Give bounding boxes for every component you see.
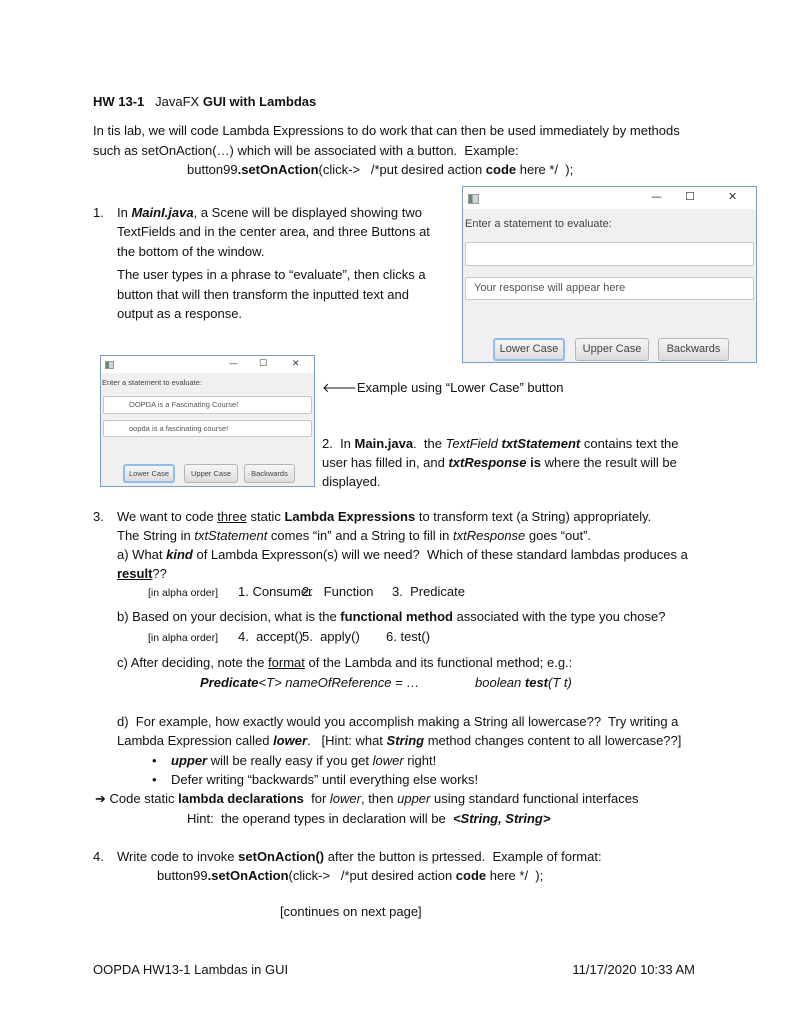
text-run: . the	[413, 436, 446, 451]
text-run: right!	[403, 753, 437, 768]
item-number: 4.	[93, 849, 104, 864]
text-run: txtResponse	[448, 455, 527, 470]
choice: 4. accept()	[238, 629, 304, 644]
text-run: In	[117, 205, 132, 220]
text-run: Write code to invoke	[117, 849, 239, 864]
item3-question-d	[117, 732, 681, 750]
text-run: button that will then transform the inputted text and	[117, 287, 409, 302]
close-icon[interactable]: ✕	[728, 190, 738, 203]
text-run: 2. In	[322, 436, 355, 451]
close-icon[interactable]: ✕	[292, 359, 300, 369]
javafx-window-small	[100, 355, 315, 487]
text-run: TextFields and in the center area, and three Buttons at	[117, 224, 430, 239]
text-run: lower	[329, 791, 361, 806]
format-example	[200, 674, 419, 692]
text-run: <String, String>	[452, 811, 551, 826]
text-run: three	[217, 509, 247, 524]
text-run: Hint: the operand types in declaration will be	[187, 811, 453, 826]
bullet-icon: •	[152, 772, 157, 787]
text-run: goes “out”.	[525, 528, 592, 543]
text-run: ➔ Code static	[95, 791, 179, 806]
alpha-order-label: [in alpha order]	[148, 632, 219, 644]
item1-text	[117, 286, 409, 304]
maximize-icon[interactable]: ☐	[685, 190, 695, 203]
item3-question-a	[117, 565, 167, 583]
text-run: comes “in” and a String to fill in	[267, 528, 454, 543]
response-field[interactable]: oopda is a fascinating course!	[103, 420, 312, 437]
text-run: will be really easy if you get	[207, 753, 373, 768]
code-example	[157, 867, 543, 885]
item1-text	[117, 223, 430, 241]
hint-line	[187, 810, 550, 828]
text-run: user has filled in, and	[322, 455, 449, 470]
item1-text	[117, 243, 264, 261]
upper-case-button[interactable]: Upper Case	[575, 338, 649, 361]
text-run: . [Hint: what	[307, 733, 387, 748]
app-icon	[105, 361, 114, 369]
text-run: JavaFX	[144, 94, 203, 109]
text-run: associated with the type you chose?	[452, 609, 666, 624]
text-run: <T> nameOfReference = …	[258, 675, 420, 690]
lower-case-button[interactable]: Lower Case	[123, 464, 175, 483]
text-run: such as setOnAction(…) which will be associated with a button. Example:	[93, 143, 519, 158]
intro-line	[93, 142, 519, 160]
title-bar	[463, 187, 756, 209]
statement-input[interactable]: OOPDA is a Fascinating Course!	[103, 396, 312, 414]
text-run: MainI.java	[131, 205, 194, 220]
text-run: after the button is prtessed. Example of format:	[324, 849, 602, 864]
text-run: txtResponse	[453, 528, 526, 543]
text-run: is	[526, 455, 541, 470]
text-run: lower	[372, 753, 404, 768]
bullet-item	[171, 771, 478, 789]
footer-left: OOPDA HW13-1 Lambdas in GUI	[93, 962, 289, 977]
response-field[interactable]: Your response will appear here	[465, 277, 754, 300]
text-run: ??	[152, 566, 167, 581]
text-run: contains text the	[580, 436, 679, 451]
text-run: using standard functional interfaces	[430, 791, 639, 806]
statement-label: Enter a statement to evaluate:	[102, 378, 203, 387]
item1-text	[117, 204, 422, 222]
backwards-button[interactable]: Backwards	[244, 464, 295, 483]
text-run: of Lambda Expresson(s) will we need? Which of these standard lambdas produces a	[192, 547, 688, 562]
item3-question-a	[117, 546, 688, 564]
text-run: to transform text (a String) appropriately.	[415, 509, 652, 524]
item1-text	[117, 305, 242, 323]
text-run: upper	[171, 753, 208, 768]
text-run: boolean	[475, 675, 525, 690]
text-run: displayed.	[322, 474, 381, 489]
text-run: txtStatement	[194, 528, 268, 543]
code-example	[187, 161, 573, 179]
alpha-order-label: [in alpha order]	[148, 587, 219, 599]
text-run: button99	[157, 868, 208, 883]
text-run: of the Lambda and its functional method; e.g.:	[304, 655, 573, 670]
text-run: c) After deciding, note the	[117, 655, 269, 670]
text-run: Example using “Lower Case” button	[356, 380, 564, 395]
text-run: test	[524, 675, 549, 690]
text-run: code	[455, 868, 487, 883]
text-run: HW 13-1	[93, 94, 145, 109]
text-run: (click-> /*put desired action	[288, 868, 456, 883]
text-run: here */ );	[486, 868, 544, 883]
item2-text	[322, 454, 677, 472]
text-run: In tis lab, we will code Lambda Expressions to do work that can then be used immediately by methods	[93, 123, 680, 138]
minimize-icon[interactable]: —	[229, 359, 238, 369]
footer-right: 11/17/2020 10:33 AM	[572, 962, 695, 977]
text-run: for	[303, 791, 330, 806]
text-run: The String in	[117, 528, 195, 543]
choice: 5. apply()	[302, 629, 360, 644]
text-run: .setOnAction	[237, 162, 319, 177]
upper-case-button[interactable]: Upper Case	[184, 464, 238, 483]
text-run: (T t)	[548, 675, 572, 690]
bullet-item	[171, 752, 436, 770]
text-run: Lambda Expression called	[117, 733, 274, 748]
text-run: String	[386, 733, 425, 748]
text-run: lower	[273, 733, 308, 748]
item3-text	[117, 527, 591, 545]
javafx-window-large	[462, 186, 757, 363]
text-run: The user types in a phrase to “evaluate”, then clicks a	[117, 267, 426, 282]
bullet-icon: •	[152, 753, 157, 768]
text-run: where the result will be	[540, 455, 677, 470]
minimize-icon[interactable]: —	[651, 190, 662, 203]
text-run: , then	[360, 791, 398, 806]
text-run: functional method	[340, 609, 453, 624]
item4-text	[117, 848, 602, 866]
item2-text	[322, 473, 381, 491]
text-run: d) For example, how exactly would you accomplish making a String all lowercase?? Try writing a	[117, 714, 679, 729]
text-run: TextField	[445, 436, 502, 451]
item-number: 3.	[93, 509, 104, 524]
text-run: b) Based on your decision, what is the	[117, 609, 341, 624]
continues-note: [continues on next page]	[280, 904, 422, 919]
text-run: , a Scene will be displayed showing two	[193, 205, 422, 220]
text-run: lambda declarations	[178, 791, 304, 806]
example-caption	[322, 379, 564, 397]
instruction-arrow-line	[95, 790, 639, 808]
choice: 2. Function	[302, 584, 374, 599]
title-bar	[101, 356, 314, 373]
choice: 6. test()	[386, 629, 431, 644]
intro-line	[93, 122, 680, 140]
item3-text	[117, 508, 651, 526]
text-run: button99	[187, 162, 238, 177]
text-run: output as a response.	[117, 306, 243, 321]
item3-question-d	[117, 713, 678, 731]
item3-question-c	[117, 654, 572, 672]
format-example	[475, 674, 572, 692]
text-run: GUI with Lambdas	[202, 94, 317, 109]
text-run: method changes content to all lowercase??]	[424, 733, 682, 748]
item1-text	[117, 266, 426, 284]
text-run: static	[246, 509, 285, 524]
choice: 3. Predicate	[392, 584, 465, 599]
text-run: setOnAction()	[238, 849, 325, 864]
app-icon	[468, 194, 479, 204]
text-run: a) What	[117, 547, 167, 562]
text-run: .setOnAction	[207, 868, 289, 883]
statement-input[interactable]	[465, 242, 754, 266]
item3-question-b	[117, 608, 665, 626]
text-run: code	[485, 162, 517, 177]
text-run: Predicate	[200, 675, 259, 690]
backwards-button[interactable]: Backwards	[658, 338, 729, 361]
text-run: the bottom of the window.	[117, 244, 265, 259]
text-run: Lambda Expressions	[284, 509, 416, 524]
statement-label: Enter a statement to evaluate:	[465, 218, 612, 230]
document-title	[93, 93, 316, 111]
choice: 1. Consumer	[238, 584, 313, 599]
maximize-icon[interactable]: ☐	[259, 359, 268, 369]
text-run: 🡐	[322, 380, 357, 395]
text-run: upper	[397, 791, 431, 806]
item2-text	[322, 435, 679, 453]
text-run: (click-> /*put desired action	[318, 162, 486, 177]
text-run: format	[268, 655, 305, 670]
text-run: kind	[166, 547, 193, 562]
text-run: txtStatement	[501, 436, 581, 451]
item-number: 1.	[93, 205, 104, 220]
lower-case-button[interactable]: Lower Case	[493, 338, 565, 361]
text-run: Defer writing “backwards” until everything else works!	[171, 772, 479, 787]
text-run: We want to code	[117, 509, 218, 524]
text-run: result	[117, 566, 153, 581]
text-run: here */ );	[516, 162, 574, 177]
text-run: Main.java	[354, 436, 414, 451]
